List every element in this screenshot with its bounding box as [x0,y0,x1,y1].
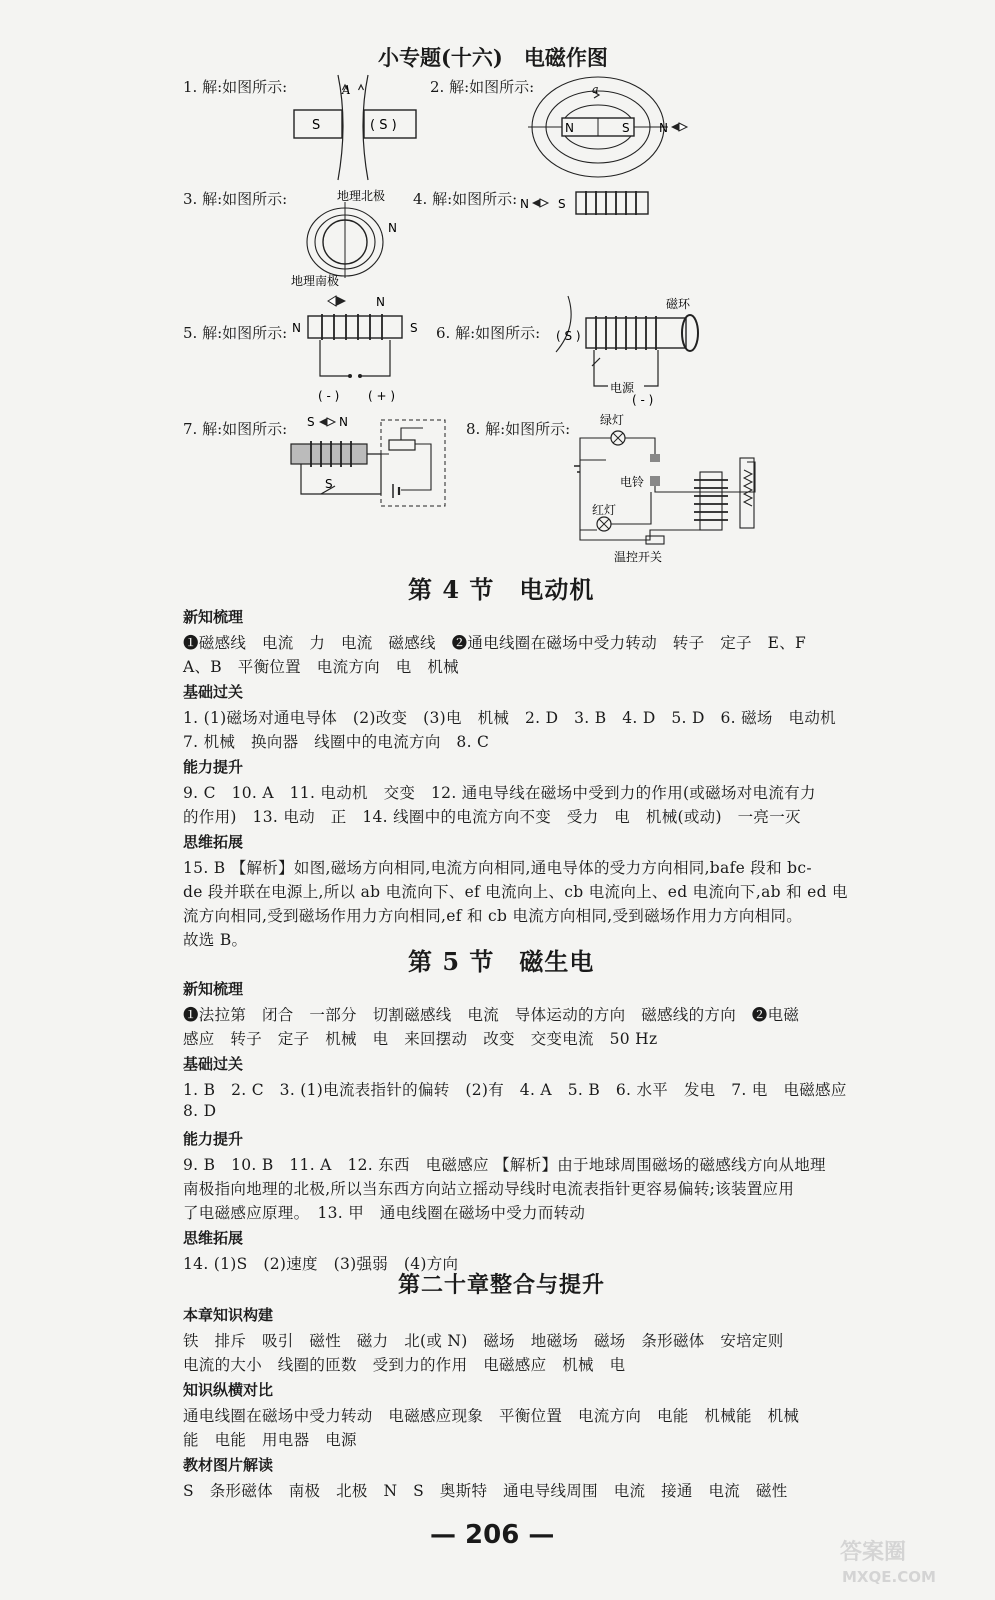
section4-siwei-line: de 段并联在电源上,所以 ab 电流向下、ef 电流向上、cb 电流向上、ed 电流向下,ab 和 ed 电 [183,883,848,901]
diagram-5-label: 5. 解:如图所示: [183,324,288,342]
diagram-8-label-green: 绿灯 [600,413,625,427]
section4-jichu-label: 基础过关 [183,683,244,701]
diagram-2-label-n2: N [659,121,668,135]
chapter-goujian-line: 电流的大小 线圈的匝数 受到力的作用 电磁感应 机械 电 [183,1356,626,1374]
section5-jichu-line: 8. D [183,1102,217,1120]
diagram-7-circuit [285,414,455,509]
diagram-1-magnets [290,70,420,185]
section5-jichu-line: 1. B 2. C 3. (1)电流表指针的偏转 (2)有 4. A 5. B 6. 水平 发电 7. 电 电磁感应 [183,1081,847,1099]
diagram-7-label-n-top: N [339,415,348,429]
section5-nengli-line: 了电磁感应原理。 13. 甲 通电线圈在磁场中受力而转动 [183,1204,586,1222]
section5-nengli-line: 南极指向地理的北极,所以当东西方向站立摇动导线时电流表指针更容易偏转;该装置应用 [183,1180,795,1198]
section5-jichu-label: 基础过关 [183,1055,244,1073]
diagram-4-label-n: N [520,197,529,211]
diagram-8-label-bell: 电铃 [620,475,645,489]
section4-siwei-line: 15. B 【解析】如图,磁场方向相同,电流方向相同,通电导体的受力方向相同,bafe 段和 bc- [183,859,812,877]
diagram-3-label-n: N [388,221,397,235]
topic-title: 小专题(十六) 电磁作图 [378,45,608,70]
diagram-6-solenoid-ring [548,296,708,406]
section5-xinzhi-label: 新知梳理 [183,980,244,998]
diagram-8-alarm-circuit [570,410,770,570]
section4-nengli-line: 的作用) 13. 电动 正 14. 线圈中的电流方向不变 受力 电 机械(或动) 一亮一灭 [183,808,801,826]
section4-jichu-line: 7. 机械 换向器 线圈中的电流方向 8. C [183,733,490,751]
diagram-4-solenoid [520,186,655,218]
chapter-duibi-line: 能 电能 用电器 电源 [183,1431,357,1449]
diagram-1-label-s1: S [312,118,321,133]
section4-nengli-line: 9. C 10. A 11. 电动机 交变 12. 通电导线在磁场中受到力的作用(或磁场对电流有力 [183,784,816,802]
section4-siwei-label: 思维拓展 [183,833,244,851]
section5-title: 第 5 节 磁生电 [408,947,595,976]
chapter-tupian-label: 教材图片解读 [183,1456,274,1474]
watermark-url: MXQE.COM [842,1568,936,1586]
section4-siwei-line: 故选 B。 [183,931,248,949]
section4-xinzhi-label: 新知梳理 [183,608,244,626]
page-number: — 206 — [430,1520,555,1550]
diagram-1-label-s2: ( S ) [370,118,397,133]
diagram-6-label-ring: 磁环 [666,297,691,311]
diagram-1-label: 1. 解:如图所示: [183,78,288,96]
diagram-5-label-plus: ( + ) [368,389,396,403]
section4-nengli-label: 能力提升 [183,758,244,776]
diagram-4-label-s: S [558,197,566,211]
chapter-tupian-line: S 条形磁体 南极 北极 N S 奥斯特 通电导线周围 电流 接通 电流 磁性 [183,1482,788,1500]
watermark-logo: 答案圈 [840,1540,907,1565]
section4-xinzhi-line: A、B 平衡位置 电流方向 电 机械 [183,658,459,676]
section4-title: 第 4 节 电动机 [408,575,595,604]
diagram-5-label-minus: ( - ) [318,389,340,403]
diagram-5-label-s-right: S [410,321,418,335]
diagram-3-label-north: 地理北极 [337,189,386,203]
diagram-5-solenoid [290,292,420,407]
diagram-2-label: 2. 解:如图所示: [430,78,535,96]
diagram-6-label-s: ( S ) [556,329,581,343]
diagram-8-label-red: 红灯 [592,503,617,517]
section5-nengli-line: 9. B 10. B 11. A 12. 东西 电磁感应 【解析】由于地球周围磁场的磁感线方向从地理 [183,1156,826,1174]
diagram-4-label: 4. 解:如图所示: [413,190,518,208]
section4-siwei-line: 流方向相同,受到磁场作用力方向相同,ef 和 cb 电流方向相同,受到磁场作用力方向相同。 [183,907,803,925]
diagram-2-label-s: S [622,121,630,135]
section4-jichu-line: 1. (1)磁场对通电导体 (2)改变 (3)电 机械 2. D 3. B 4. D 5. D 6. 磁场 电动机 [183,709,836,727]
diagram-3-label: 3. 解:如图所示: [183,190,288,208]
chapter-duibi-label: 知识纵横对比 [183,1381,274,1399]
diagram-2-label-a: a [592,83,599,96]
section5-siwei-line: 14. (1)S (2)速度 (3)强弱 (4)方向 [183,1255,459,1273]
section5-siwei-label: 思维拓展 [183,1229,244,1247]
section5-xinzhi-line: 感应 转子 定子 机械 电 来回摆动 改变 交变电流 50 Hz [183,1030,658,1048]
chapter-goujian-label: 本章知识构建 [183,1306,274,1324]
diagram-5-label-n-left: N [292,321,301,335]
chapter-goujian-line: 铁 排斥 吸引 磁性 磁力 北(或 N) 磁场 地磁场 磁场 条形磁体 安培定则 [183,1332,784,1350]
diagram-2-label-n: N [565,121,574,135]
chapter-duibi-line: 通电线圈在磁场中受力转动 电磁感应现象 平衡位置 电流方向 电能 机械能 机械 [183,1407,800,1425]
section5-nengli-label: 能力提升 [183,1130,244,1148]
diagram-8-label-thermo: 温控开关 [614,550,663,564]
diagram-7-label-s-top: S [307,415,315,429]
diagram-5-label-n-top: N [376,295,385,309]
diagram-2-bar-magnet [528,72,688,182]
diagram-7-label-s-switch: S [325,477,333,491]
diagram-3-earth-field [285,180,415,290]
diagram-3-label-south: 地理南极 [291,274,340,288]
diagram-7-label: 7. 解:如图所示: [183,420,288,438]
chapter-review-title: 第二十章整合与提升 [398,1272,606,1298]
diagram-6-label: 6. 解:如图所示: [436,324,541,342]
diagram-6-label-power: 电源 [610,381,635,395]
diagram-8-label: 8. 解:如图所示: [466,420,571,438]
diagram-1-label-a: A [342,83,351,97]
diagram-6-label-minus: ( - ) [632,393,654,407]
section5-xinzhi-line: ❶法拉第 闭合 一部分 切割磁感线 电流 导体运动的方向 磁感线的方向 ❷电磁 [183,1006,800,1024]
section4-xinzhi-line: ❶磁感线 电流 力 电流 磁感线 ❷通电线圈在磁场中受力转动 转子 定子 E、F [183,634,807,652]
